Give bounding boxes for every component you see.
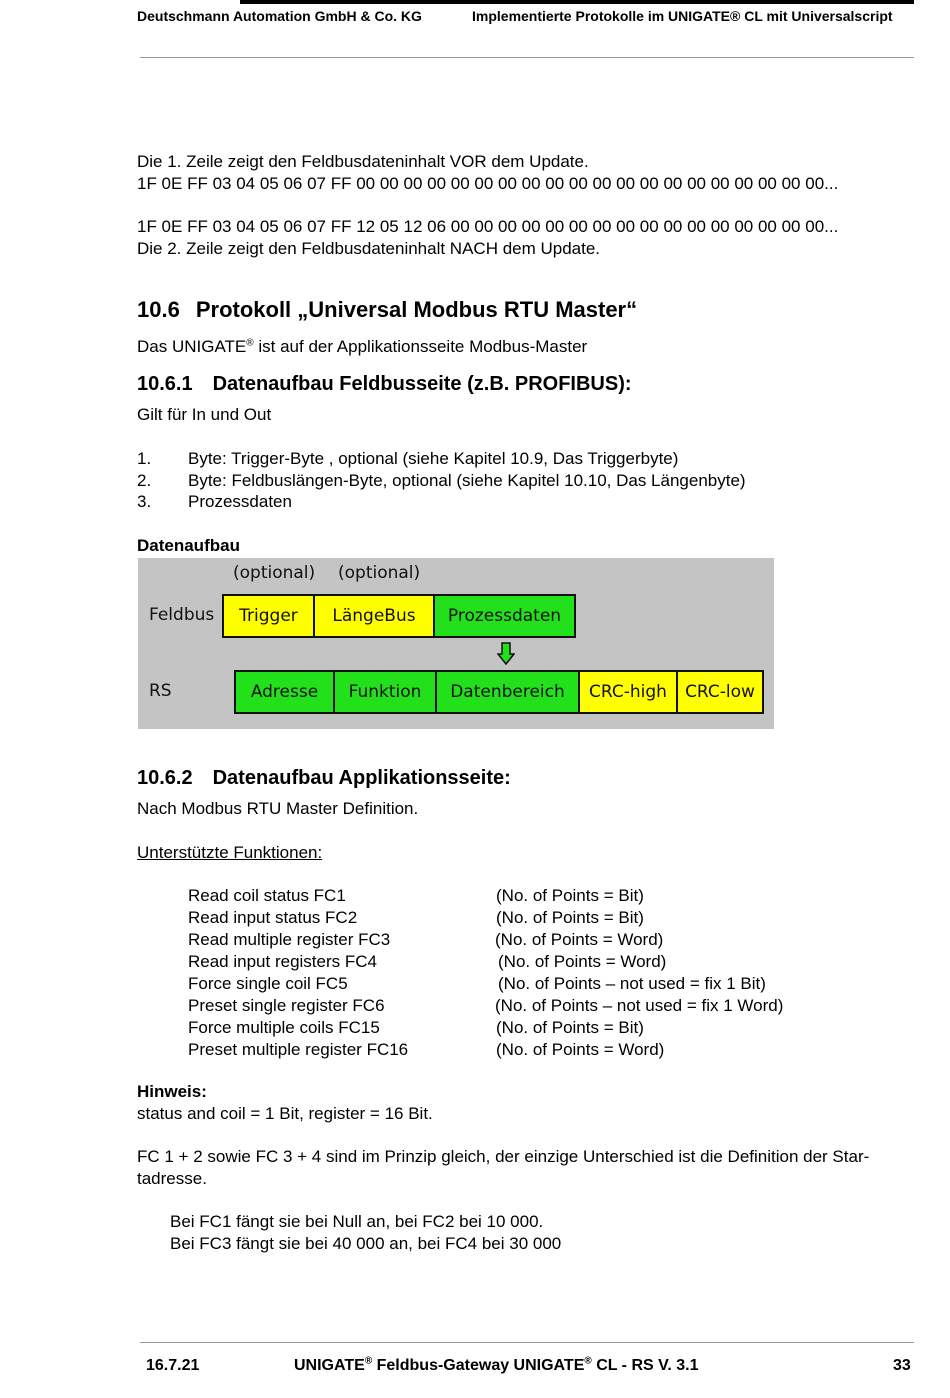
footer-date: 16.7.21 (146, 1357, 200, 1374)
function-name: Read coil status FC1 (188, 886, 346, 905)
text-unigate: Das UNIGATE (137, 337, 247, 356)
footer-product-part-2: Feldbus-Gateway UNIGATE (372, 1357, 585, 1374)
box-prozessdaten: Prozessdaten (433, 594, 576, 638)
box-funktion: Funktion (333, 670, 437, 714)
function-points: (No. of Points = Bit) (496, 1018, 644, 1037)
function-name: Force single coil FC5 (188, 974, 348, 993)
box-adresse: Adresse (234, 670, 335, 714)
hinweis-text: status and coil = 1 Bit, register = 16 Bit. (137, 1104, 433, 1123)
function-row (188, 951, 828, 973)
footer-registered-mark-1: ® (364, 1355, 373, 1367)
heading-10-6-2-number: 10.6.2 (137, 767, 193, 789)
function-name: Read input status FC2 (188, 908, 358, 927)
heading-10-6-1-number: 10.6.1 (137, 373, 193, 395)
list-number: 2. (137, 471, 152, 490)
registered-mark: ® (246, 337, 254, 349)
footer-product-part-3: CL - RS V. 3.1 (591, 1357, 699, 1374)
list-number: 3. (137, 492, 152, 511)
function-name: Read multiple register FC3 (188, 930, 391, 949)
function-points: (No. of Points – not used = fix 1 Word) (495, 996, 784, 1015)
function-row (188, 1039, 828, 1061)
functions-heading: Unterstützte Funktionen: (137, 843, 323, 862)
box-datenbereich: Datenbereich (435, 670, 580, 714)
heading-10-6 (137, 297, 637, 323)
box-laengebus: LängeBus (313, 594, 435, 638)
function-row (188, 885, 828, 907)
datenaufbau-diagram (138, 558, 774, 729)
datenaufbau-label: Datenaufbau (137, 536, 240, 555)
list-text: Prozessdaten (188, 492, 292, 511)
box-crc-low: CRC-low (676, 670, 764, 714)
header-company: Deutschmann Automation GmbH & Co. KG (137, 8, 422, 24)
footer-product-part-1: UNIGATE (294, 1357, 365, 1374)
box-trigger: Trigger (222, 594, 315, 638)
start-address-line-2: Bei FC3 fängt sie bei 40 000 an, bei FC4 bei 30 000 (170, 1234, 562, 1253)
row-label-feldbus: Feldbus (149, 605, 215, 625)
heading-10-6-2-title: Datenaufbau Applikationsseite: (212, 767, 511, 789)
intro-hex-2: 1F 0E FF 03 04 05 06 07 FF 12 05 12 06 00 00 00 00 00 00 00 00 00 00 00 00 00 00 00 00... (137, 217, 839, 236)
header-title: Implementierte Protokolle im UNIGATE® CL mit Universalscript (472, 8, 893, 24)
hinweis-label: Hinweis: (137, 1082, 207, 1101)
functions-table (188, 885, 828, 1061)
optional-label-1: (optional) (233, 563, 316, 583)
heading-10-6-1 (137, 373, 632, 396)
list-item (137, 470, 837, 492)
start-address-line-1: Bei FC1 fängt sie bei Null an, bei FC2 bei 10 000. (170, 1212, 544, 1231)
list-number: 1. (137, 449, 152, 468)
list-item (137, 491, 837, 513)
footer-registered-mark-2: ® (584, 1355, 592, 1367)
function-name: Read input registers FC4 (188, 952, 377, 971)
box-crc-high: CRC-high (578, 670, 678, 714)
optional-label-2: (optional) (338, 563, 421, 583)
function-points: (No. of Points – not used = fix 1 Bit) (498, 974, 766, 993)
function-row (188, 995, 828, 1017)
gilt-text: Gilt für In und Out (137, 405, 272, 424)
function-row (188, 929, 828, 951)
fc-text-line-2: tadresse. (137, 1169, 207, 1188)
list-text: Byte: Feldbuslängen-Byte, optional (siehe Kapitel 10.10, Das Längenbyte) (188, 471, 746, 490)
intro-line-2: Die 2. Zeile zeigt den Feldbusdateninhalt NACH dem Update. (137, 239, 601, 258)
function-row (188, 907, 828, 929)
footer-rule (140, 1342, 914, 1343)
list-text: Byte: Trigger-Byte , optional (siehe Kapitel 10.9, Das Triggerbyte) (188, 449, 679, 468)
list-item (137, 448, 837, 470)
function-row (188, 973, 828, 995)
function-name: Preset single register FC6 (188, 996, 385, 1015)
function-points: (No. of Points = Word) (495, 930, 664, 949)
function-name: Force multiple coils FC15 (188, 1018, 380, 1037)
heading-10-6-number: 10.6 (137, 297, 180, 322)
footer-page-number: 33 (893, 1357, 911, 1374)
header-rule (140, 57, 914, 58)
intro-hex-1: 1F 0E FF 03 04 05 06 07 FF 00 00 00 00 00 00 00 00 00 00 00 00 00 00 00 00 00 00 00 00... (137, 174, 839, 193)
header-top-bar (240, 0, 914, 4)
heading-10-6-title: Protokoll „Universal Modbus RTU Master“ (195, 297, 638, 322)
heading-10-6-2 (137, 767, 511, 790)
function-name: Preset multiple register FC16 (188, 1040, 409, 1059)
text-modbus-master: ist auf der Applikationsseite Modbus-Master (253, 337, 588, 356)
function-points: (No. of Points = Bit) (496, 886, 644, 905)
intro-line-1: Die 1. Zeile zeigt den Feldbusdateninhalt VOR dem Update. (137, 152, 589, 171)
footer-product (294, 1357, 698, 1375)
arrow-down-icon (497, 642, 515, 666)
row-label-rs: RS (149, 681, 172, 701)
function-points: (No. of Points = Bit) (496, 908, 644, 927)
function-points: (No. of Points = Word) (496, 1040, 665, 1059)
section-10-6-text (137, 336, 587, 358)
fc-text-line-1: FC 1 + 2 sowie FC 3 + 4 sind im Prinzip gleich, der einzige Unterschied ist die Definition der Star- (137, 1147, 870, 1166)
function-points: (No. of Points = Word) (498, 952, 667, 971)
heading-10-6-1-title: Datenaufbau Feldbusseite (z.B. PROFIBUS): (212, 373, 632, 395)
function-row (188, 1017, 828, 1039)
section-10-6-2-text: Nach Modbus RTU Master Definition. (137, 799, 419, 818)
